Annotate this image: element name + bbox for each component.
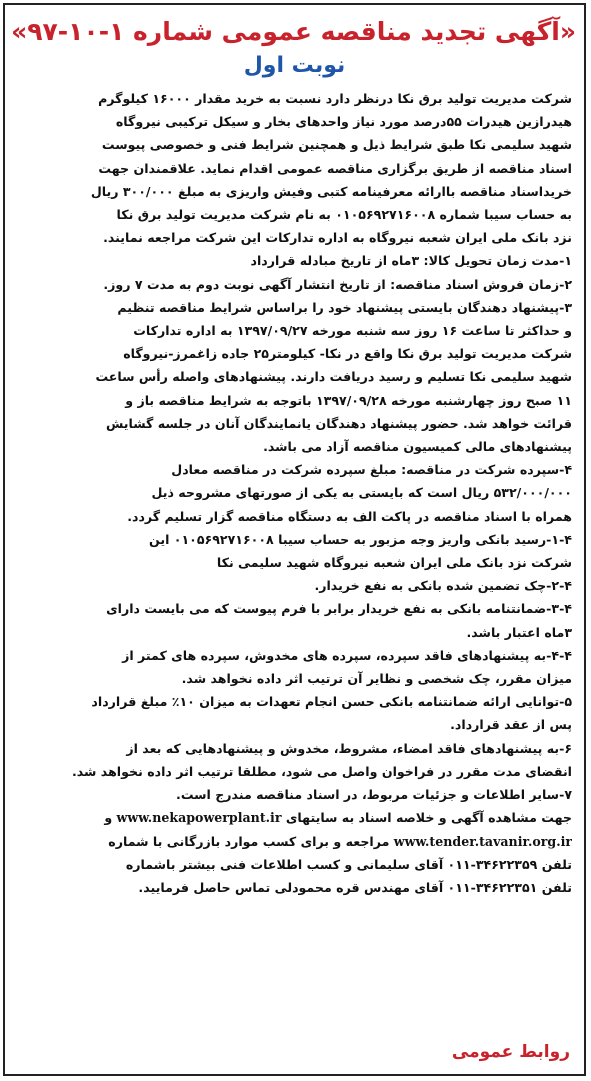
body-line: شرکت نزد بانک ملی ایران شعبه نیروگاه شهید سلیمی نکا <box>216 555 572 571</box>
body-line: به حساب سیبا شماره ۰۱۰۵۶۹۲۷۱۶۰۰۸ به نام شرکت مدیریت تولید برق نکا <box>116 207 572 223</box>
ad-subtitle: نوبت اول <box>243 53 346 78</box>
body-line: ۱-مدت زمان تحویل کالا: ۳ماه از تاریخ مبادله قرارداد <box>250 253 572 269</box>
contact-line-4: تلفن ۳۴۶۲۲۳۵۱-۰۱۱ آقای مهندس قره محمودلی تماس حاصل فرمایید. <box>138 879 572 895</box>
contact-line-3: تلفن ۳۴۶۲۲۳۵۹-۰۱۱ آقای سلیمانی و کسب اطلاعات فنی بیشتر باشماره <box>125 856 572 872</box>
contact-line-1 <box>17 806 572 829</box>
body-line: میزان مقرر، چک شخصی و نظایر آن ترتیب اثر داده نخواهد شد. <box>181 671 572 687</box>
body-line: ۱-۴-رسید بانکی واریز وجه مزبور به حساب سیبا ۰۱۰۵۶۹۲۷۱۶۰۰۸ این <box>149 531 572 547</box>
contact-line-2-text: مراجعه و برای کسب موارد بازرگانی با شماره <box>108 833 390 849</box>
body-line: شرکت مدیریت تولید برق نکا واقع در نکا- کیلومتر۲۵ جاده زاغمرز-نیروگاه <box>123 346 572 362</box>
tender-advertisement <box>3 3 586 1076</box>
body-line: ۷-سایر اطلاعات و جزئیات مربوط، در اسناد مناقصه مندرج است. <box>176 787 572 803</box>
ad-title: «آگهی تجدید مناقصه عمومی شماره ۱-۱۰-۹۷» <box>11 17 576 46</box>
body-line: اسناد مناقصه از طریق برگزاری مناقصه عمومی اقدام نماید. علاقمندان جهت <box>98 160 572 176</box>
body-line: ۵۳۲/۰۰۰/۰۰۰ ریال است که بایستی به یکی از صورتهای مشروحه ذیل <box>151 485 572 501</box>
ad-body <box>17 87 572 899</box>
contact-conjunction: و <box>104 810 113 826</box>
body-line: نزد بانک ملی ایران شعبه نیروگاه به اداره تدارکات این شرکت مراجعه نمایند. <box>103 230 572 246</box>
body-line: ۶-به پیشنهادهای فاقد امضاء، مشروط، مخدوش و پیشنهادهایی که بعد از <box>126 740 572 756</box>
body-line: شهید سلیمی نکا تسلیم و رسید دریافت دارند. پیشنهادهای واصله رأس ساعت <box>95 369 572 385</box>
body-line: انقضای مدت مقرر در فراخوان واصل می شود، مطلقا ترتیب اثر داده نخواهد شد. <box>71 763 572 779</box>
website-link-tender-tavanir[interactable]: www.tender.tavanir.org.ir <box>393 833 572 849</box>
body-line: شهید سلیمی نکا طبق شرایط ذیل و همچنین شرایط فنی و خصوصی پیوست <box>101 137 572 153</box>
contact-line-2 <box>17 830 572 853</box>
body-line: هیدرازین هیدرات ۵۵درصد مورد نیاز واحدهای بخار و سیکل ترکیبی نیروگاه <box>115 114 572 130</box>
contact-intro-text: جهت مشاهده آگهی و خلاصه اسناد به سایتهای <box>285 810 572 826</box>
body-line: ۴-۴-به پیشنهادهای فاقد سپرده، سپرده های مخدوش، سپرده های کمتر از <box>122 647 572 663</box>
body-line: پس از عقد قرارداد. <box>450 717 572 733</box>
public-relations-signature: روابط عمومی <box>451 1042 570 1062</box>
body-line: همراه با اسناد مناقصه در پاکت الف به دستگاه مناقصه گزار تسلیم گردد. <box>127 508 572 524</box>
body-line: ۳-۴-ضمانتنامه بانکی به نفع خریدار برابر با فرم پیوست که می بایست دارای <box>106 601 572 617</box>
body-line: خریداسناد مناقصه باارائه معرفینامه کتبی وفیش واریزی به مبلغ ۳۰۰/۰۰۰ ریال <box>90 183 572 199</box>
body-line: ۲-زمان فروش اسناد مناقصه: از تاریخ انتشار آگهی نوبت دوم به مدت ۷ روز. <box>103 276 572 292</box>
body-line: و حداکثر تا ساعت ۱۶ روز سه شنبه مورخه ۱۳۹۷/۰۹/۲۷ به اداره تدارکات <box>133 323 572 339</box>
body-line: شرکت مدیریت تولید برق نکا درنظر دارد نسبت به خرید مقدار ۱۶۰۰۰ کیلوگرم <box>98 91 572 106</box>
body-line: ۳ماه اعتبار باشد. <box>466 624 572 640</box>
body-line: ۲-۴-چک تضمین شده بانکی به نفع خریدار. <box>314 578 572 594</box>
body-line: ۵-توانایی ارائه ضمانتنامه بانکی حسن انجام تعهدات به میزان ۱۰٪ مبلغ قرارداد <box>91 694 572 710</box>
body-line: ۱۱ صبح روز چهارشنبه مورخه ۱۳۹۷/۰۹/۲۸ باتوجه به شرایط مناقصه باز و <box>125 392 572 408</box>
body-line: ۴-سپرده شرکت در مناقصه: مبلغ سپرده شرکت در مناقصه معادل <box>171 462 572 478</box>
body-line: ۳-پیشنهاد دهندگان بایستی پیشنهاد خود را براساس شرایط مناقصه تنظیم <box>117 299 572 315</box>
body-line: پیشنهادهای مالی کمیسیون مناقصه آزاد می باشد. <box>263 439 572 455</box>
body-line: قرائت خواهد شد. حضور پیشنهاد دهندگان یانمایندگان آنان در جلسه گشایش <box>105 415 572 431</box>
website-link-nekapowerplant[interactable]: www.nekapowerplant.ir <box>116 810 282 826</box>
